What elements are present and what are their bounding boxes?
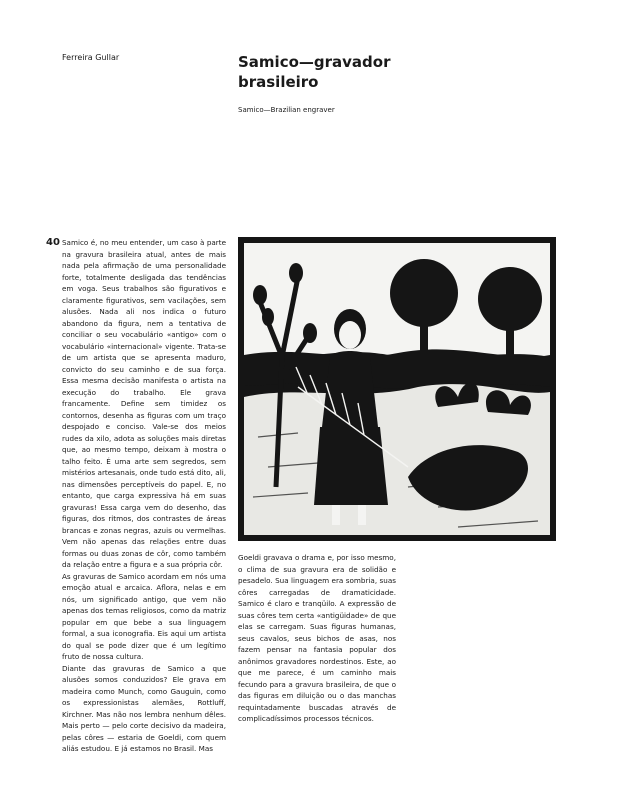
paragraph: Samico é, no meu entender, um caso à parte na gravura brasileira atual, antes de mais nada pela afirmação de uma personalidade forte, totalmente desligada das tendências em voga. Seus trabalhos são figurativos e claramente figurativos, sem vacilações, sem alusões. Nada ali nos indica o futuro abandono da figura, nem a tentativa de conciliar o seu vocabulário «antigo» com o vocabulário «internacional» vigente. Trata-se de um artista que se apresenta maduro, convicto do seu caminho e de sua força. Essa mesma decisão manifesta o artista na execução do trabalho. Ele grava francamente. Define sem timidez os contornos, desenha as figuras com um traço despojado e conciso. Vale-se dos meios rudes da xilo, adota as soluções mais diretas que, ao mesmo tempo, deixam à mostra o talho feito. É uma arte sem segredos, sem mistérios artesanais, onde tudo está dito, ali, nas dimensões perceptíveis do papel. E, no entanto, que carga expressiva há em suas gravuras! Essa carga vem do desenho, das figuras, dos ritmos, dos contrastes de áreas brancas e zonas negras, azuis ou vermelhas. Vem não apenas das relações entre duas formas ou duas zonas de côr, como também da relação entre a figura e a sua própria côr. [62,238,226,569]
author-name: Ferreira Gullar [62,53,120,62]
article-title [238,52,438,92]
text-column-left [62,237,226,755]
article-subtitle: Samico—Brazilian engraver [238,106,335,114]
page-number: 40 [46,237,60,248]
text-column-right [238,552,396,725]
title-line-1: Samico—gravador [238,53,391,71]
woodcut-illustration [238,237,556,541]
woodcut-artwork [238,237,556,541]
title-line-2: brasileiro [238,73,319,91]
paragraph: As gravuras de Samico acordam em nós uma emoção atual e arcaica. Aflora, nelas e em nós, um significado antigo, que vem não apenas dos temas religiosos, como da matriz popular em que bebe a sua linguagem formal, a sua iconografia. Eis aqui um artista do qual se pode dizer que é um legítimo fruto de nossa cultura. [62,571,226,661]
paragraph: Diante das gravuras de Samico a que alusões somos conduzidos? Ele grava em madeira como Munch, como Gauguin, como os expressionistas alemães, Rottluff, Kirchner. Mas não nos lembra nenhum dêles. Mais perto — pelo corte decisivo da madeira, pelas côres — estaria de Goeldi, com quem aliás estudou. E já estamos no Brasil. Mas [62,663,226,753]
paragraph: Goeldi gravava o drama e, por isso mesmo, o clima de sua gravura era de solidão e pesadelo. Sua linguagem era sombria, suas côres carregadas de dramaticidade. Samico é claro e tranqüilo. A expressão de suas côres tem certa «antigüidade» de que elas se carregam. Suas figuras humanas, seus cavalos, seus bichos de asas, nos fazem pensar na fantasia popular dos anônimos gravadores nordestinos. Este, ao que me parece, é um caminho mais fecundo para a gravura brasileira, de que o das figuras em diluição ou o das manchas requintadamente buscadas através de complicadíssimos processos técnicos. [238,553,396,723]
